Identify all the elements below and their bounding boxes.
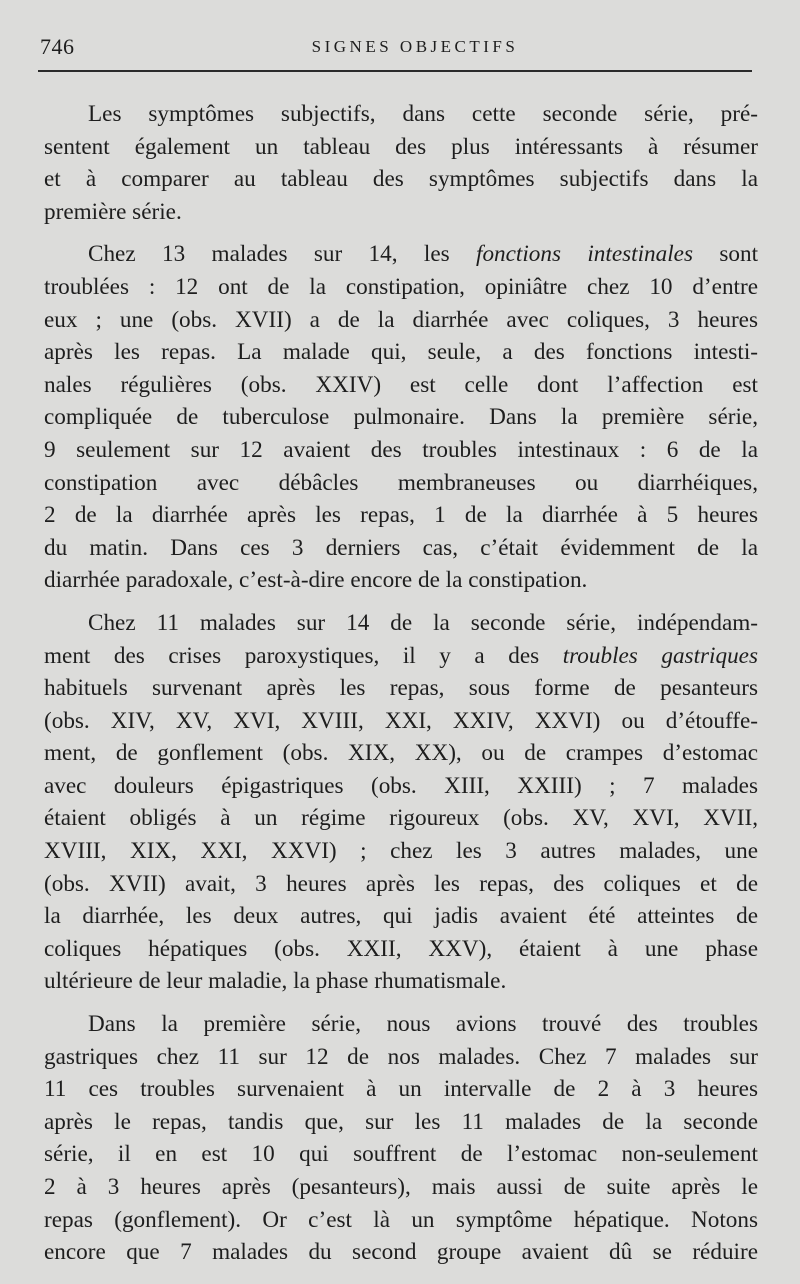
text-line: ultérieure de leur maladie, la phase rhumatismale. [44,968,507,995]
text-line: gastriques chez 11 sur 12 de nos malades. Chez 7 malades sur [44,1043,758,1070]
text-line: étaient obligés à un régime rigoureux (obs. XV, XVI, XVII, [44,805,758,832]
running-title: SIGNES OBJECTIFS [311,37,519,56]
text-line: eux ; une (obs. XVII) a de la diarrhée avec coliques, 3 heures [44,306,758,333]
text-line: (obs. XIV, XV, XVI, XVIII, XXI, XXIV, XXVI) ou d’étouffe- [44,707,758,734]
body-text [44,98,758,1279]
text-line: troublées : 12 ont de la constipation, opiniâtre chez 10 d’entre [44,273,758,300]
paragraph-gastric-troubles [44,607,758,998]
paragraph-subjective-symptoms [44,98,758,228]
text-line: après le repas, tandis que, sur les 11 malades de la seconde [44,1108,758,1135]
text-line: coliques hépatiques (obs. XXII, XXV), étaient à une phase [44,935,758,962]
text-line: après les repas. La malade qui, seule, a des fonctions intesti- [44,339,758,366]
text-run: sont [693,241,759,268]
text-line: 9 seulement sur 12 avaient des troubles intestinaux : 6 de la [44,436,758,463]
italic-term: troubles gastriques [562,642,758,669]
text-line [44,640,758,673]
text-line: encore que 7 malades du second groupe avaient dû se réduire [44,1239,758,1266]
text-line: 2 de la diarrhée après les repas, 1 de la diarrhée à 5 heures [44,502,758,529]
text-line: Chez 11 malades sur 14 de la seconde série, indépendam- [88,609,758,636]
text-line: sentent également un tableau des plus intéressants à résumer [44,133,758,160]
text-line: et à comparer au tableau des symptômes subjectifs dans la [44,166,758,193]
text-line: (obs. XVII) avait, 3 heures après les repas, des coliques et de [44,870,758,897]
text-run: Chez 13 malades sur 14, les [88,241,476,268]
text-line: série, il en est 10 qui souffrent de l’estomac non-seulement [44,1141,758,1168]
text-line: du matin. Dans ces 3 derniers cas, c’était évidemment de la [44,534,758,561]
text-line: diarrhée paradoxale, c’est-à-dire encore de la constipation. [44,567,588,594]
text-line [44,238,758,271]
header-rule [38,70,752,72]
text-line: avec douleurs épigastriques (obs. XIII, XXIII) ; 7 malades [44,772,758,799]
page-number: 746 [40,34,75,59]
page-header [38,34,752,64]
text-line: Dans la première série, nous avions trouvé des troubles [88,1011,758,1038]
text-line: Les symptômes subjectifs, dans cette seconde série, pré- [88,101,758,127]
paragraph-intestinal-functions [44,238,758,597]
text-line: première série. [44,198,182,225]
text-line: constipation avec débâcles membraneuses ou diarrhéiques, [44,469,758,496]
text-line: habituels survenant après les repas, sous forme de pesanteurs [44,675,758,702]
text-line: compliquée de tuberculose pulmonaire. Dans la première série, [44,404,758,431]
text-line: nales régulières (obs. XXIV) est celle dont l’affection est [44,371,758,398]
paragraph-first-series-comparison [44,1008,758,1269]
text-line: XVIII, XIX, XXI, XXVI) ; chez les 3 autres malades, une [44,838,758,865]
text-line: repas (gonflement). Or c’est là un symptôme hépatique. Notons [44,1206,758,1233]
text-run: ment des crises paroxystiques, il y a des [44,642,563,669]
italic-term: fonctions intestinales [476,241,693,268]
text-line: ment, de gonflement (obs. XIX, XX), ou de crampes d’estomac [44,740,758,767]
text-line: 11 ces troubles survenaient à un intervalle de 2 à 3 heures [44,1076,758,1103]
text-line: la diarrhée, les deux autres, qui jadis avaient été atteintes de [44,903,758,930]
text-line: 2 à 3 heures après (pesanteurs), mais aussi de suite après le [44,1174,758,1200]
